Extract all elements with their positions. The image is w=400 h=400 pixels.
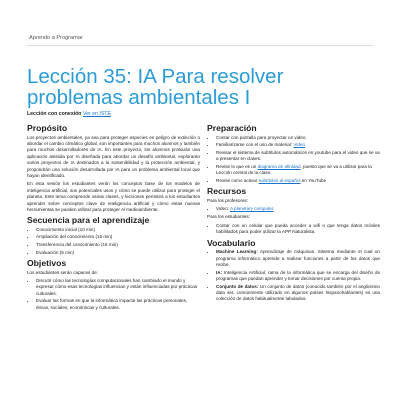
- video-link[interactable]: Video: [293, 142, 306, 148]
- list-item: [216, 150, 380, 163]
- list-item: • Ampliación del conocimiento (15 min): [36, 234, 200, 240]
- list-item: [216, 178, 380, 184]
- list-item: • Transferencia del conocimiento (15 min): [36, 242, 200, 248]
- right-column: [207, 121, 380, 305]
- preparacion-list: [207, 135, 380, 185]
- recursos-profesores-label: Para los profesores:: [207, 197, 249, 203]
- planetary-computer-link[interactable]: A planetary computer: [229, 206, 274, 211]
- list-item: • Discutir cómo las tecnologías computacionales han cambiado el mundo y expresar cómo esas tecnologías influencian y están influenciadas por prácticas culturales.: [36, 278, 200, 297]
- item-text: Revisar el sistema de subtítulos automáticos en youtube para el video que se va a presentar en clases.: [216, 149, 380, 162]
- item-text: Video:: [216, 206, 230, 211]
- list-item: [216, 270, 380, 283]
- list-item: • Evaluación (5 min): [36, 250, 200, 256]
- list-item: [216, 249, 380, 268]
- recursos-estudiantes-label: Para los estudiantes:: [207, 214, 250, 220]
- header-divider: [27, 45, 373, 46]
- vocab-term: Conjunto de datos:: [216, 283, 259, 289]
- item-text: , puesto que se va a utilizar para la Lección central de la clase.: [216, 163, 372, 176]
- iste-link[interactable]: Ver en ISTE: [82, 111, 111, 117]
- list-item: • Contar con un celular que pueda acceder a wifi o que tenga datos móviles habilitados para poder utilizar la APP Naturalista.: [216, 223, 380, 236]
- list-item: • Evaluar las formas en que la informática impacta las prácticas personales, éticas, sociales, económicas y culturales.: [36, 298, 200, 311]
- vocab-term: Machine Learning:: [216, 249, 258, 255]
- vocab-definition: Un conjunto de datos (conocido también por el anglicismo data set, comúnmente utilizado en algunos países hispanohablantes) es una colección de datos habitualmente tabulados.: [216, 283, 380, 302]
- secuencia-heading: Secuencia para el aprendizaje: [27, 215, 150, 226]
- vocab-term: IA:: [216, 269, 223, 275]
- preparacion-heading: Preparación: [207, 123, 257, 133]
- item-text: Contar con pantalla para proyectar un video.: [216, 134, 307, 140]
- objetivos-heading: Objetivos: [27, 258, 67, 269]
- brand-label: Aprendo a Programar: [29, 35, 83, 41]
- vocabulario-list: [207, 249, 380, 303]
- lesson-connection-label: Lección con conexión: [27, 111, 82, 117]
- item-text: Revise como activar: [216, 177, 259, 183]
- list-item: [216, 206, 380, 212]
- lesson-title: Lección 35: IA Para resolver problemas ambientales I: [27, 65, 284, 109]
- secuencia-list: [27, 227, 200, 256]
- recursos-estudiantes-list: [207, 223, 380, 236]
- list-item: [216, 142, 380, 148]
- item-text: en YouTube: [300, 177, 327, 183]
- list-item: [216, 164, 380, 177]
- vocab-definition: Inteligencia Artificial, rama de la informática que se encarga del diseño de programas que puedan aprender y tomar decisiones por cuenta propia.: [216, 269, 380, 281]
- vocabulario-heading: Vocabulario: [207, 237, 256, 248]
- diagrama-afinidad-link[interactable]: diagrama de afinidad: [257, 163, 301, 169]
- vocab-definition: Aprendizaje de máquinas. Sistema mediante el cual un programa informático aprende a realizar funciones a partir de los datos que recibe.: [216, 249, 380, 267]
- recursos-heading: Recursos: [207, 186, 247, 197]
- list-item: • Conocimiento inicial (10 min): [36, 227, 200, 233]
- proposito-paragraph-1: Los proyectos ambientales, ya sea para proteger especies en peligro de extinción o abordar el cambio climático global, son importantes para muchos alumnos y también para muchos desarrolladores de IA. En este proyecto, los alumnos probarán una aplicación asistida por IA diseñada para abordar un desafío ambiental, explorarán varios proyectos de IA destinados a la sostenibilidad y la protección ambiental, y propondrán una solución desarrollada por IA para un problema ambiental local que hayan identificado.: [27, 134, 200, 178]
- lesson-connection: [27, 111, 111, 117]
- proposito-paragraph-2: En esta sesión los estudiantes verán los conceptos base de los modelos de inteligencia artificial, sus potenciales usos y cómo se puede utilizar para proteger el planeta. Este tema comprende varias clases, y lecciones permitirá a los estudiantes aprender sobre conceptos clave de inteligencia artificial y cómo estas nuevas herramientas se pueden utilizar para proteger el medioambiente.: [27, 181, 200, 212]
- left-column: [27, 121, 200, 313]
- item-text: Revise lo que es un: [216, 163, 258, 169]
- objetivos-list: [27, 278, 200, 311]
- proposito-heading: Propósito: [27, 123, 68, 133]
- subtitulos-link[interactable]: subtítulos al español: [258, 177, 301, 183]
- item-text: Familiarizarse con el uso de material:: [216, 142, 294, 148]
- list-item: [216, 135, 380, 141]
- list-item: [216, 284, 380, 303]
- recursos-profesores-list: [207, 206, 380, 212]
- objetivos-intro: Los estudiantes serán capaces de:: [27, 269, 98, 275]
